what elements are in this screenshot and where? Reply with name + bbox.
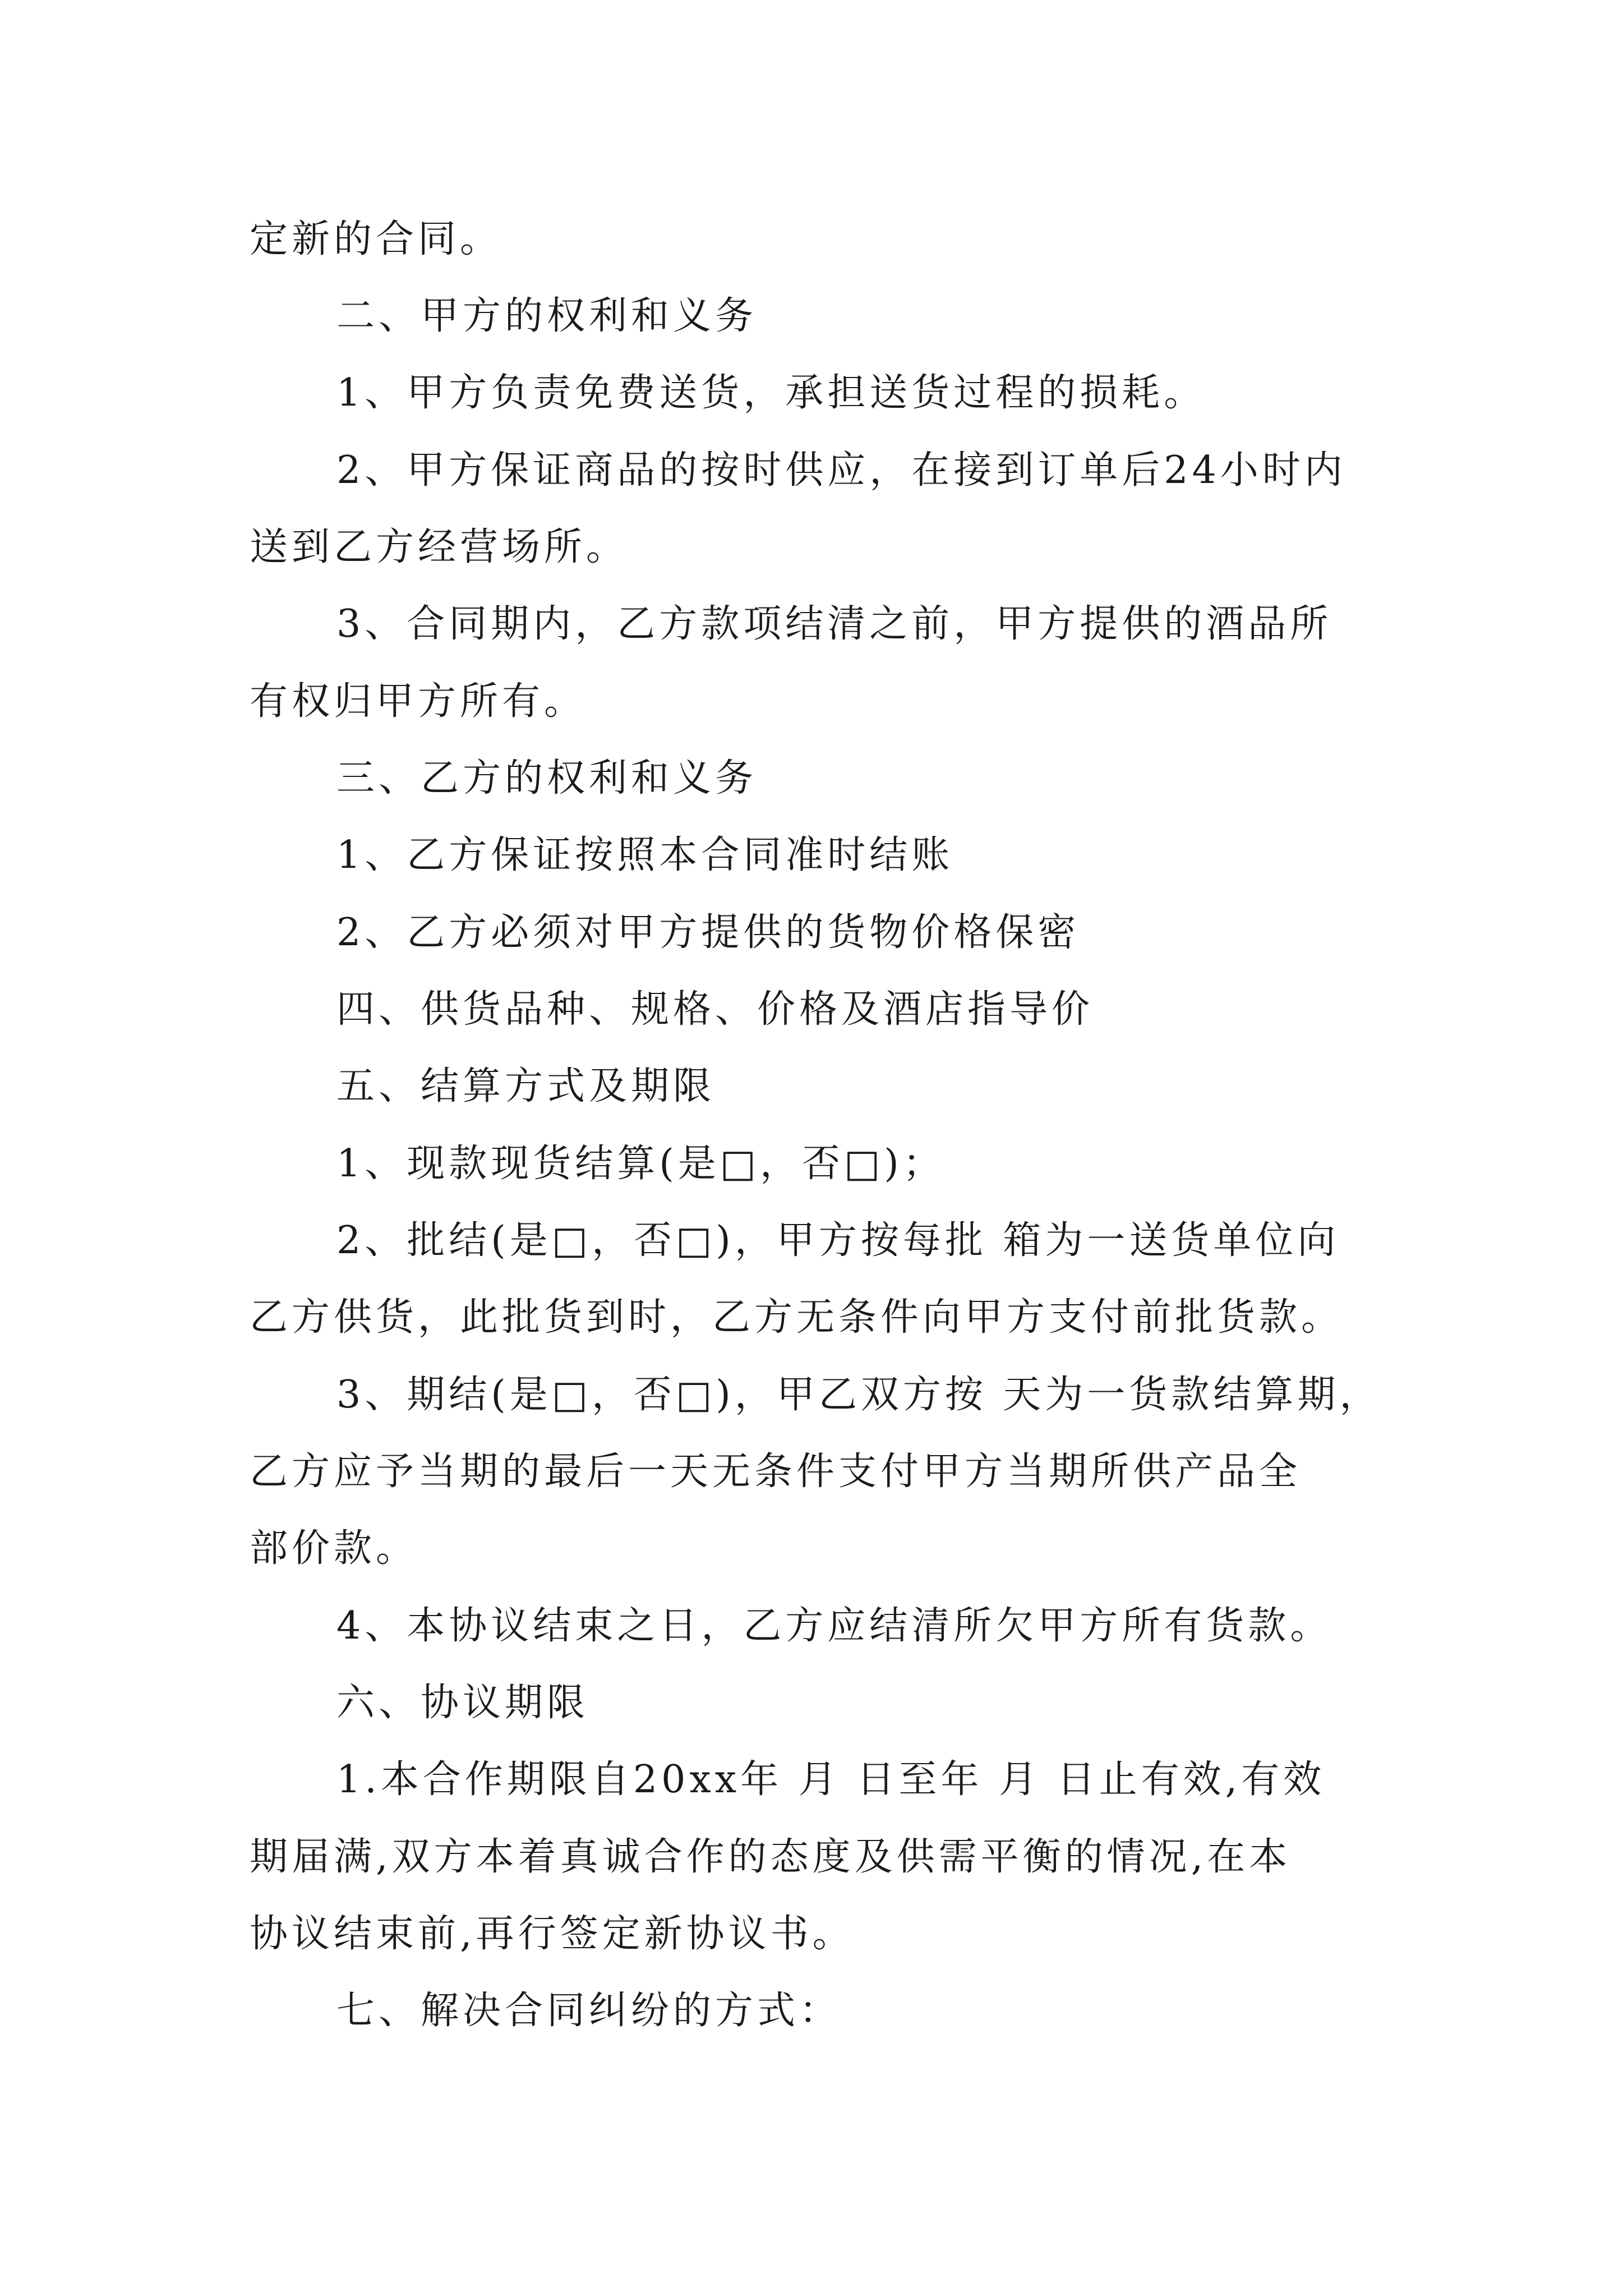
paragraph-line: 3、期结(是□，否□)，甲乙双方按 天为一货款结算期， <box>336 1373 1382 1417</box>
paragraph-line: 乙方应予当期的最后一天无条件支付甲方当期所供产品全 <box>250 1450 1302 1494</box>
section-heading: 四、供货品种、规格、价格及酒店指导价 <box>336 987 1094 1032</box>
paragraph-line: 1、现款现货结算(是□，否□)； <box>336 1142 945 1186</box>
paragraph-line: 1、甲方负责免费送货，承担送货过程的损耗。 <box>336 371 1206 415</box>
paragraph-line: 送到乙方经营场所。 <box>250 525 629 569</box>
paragraph-line: 4、本协议结束之日，乙方应结清所欠甲方所有货款。 <box>336 1604 1332 1648</box>
section-heading: 六、协议期限 <box>336 1681 589 1725</box>
section-heading: 五、结算方式及期限 <box>336 1064 716 1108</box>
paragraph-line: 期届满,双方本着真诚合作的态度及供需平衡的情况,在本 <box>250 1835 1292 1879</box>
paragraph-line: 1、乙方保证按照本合同准时结账 <box>336 833 954 877</box>
paragraph-line: 有权归甲方所有。 <box>250 679 587 724</box>
paragraph-line: 3、合同期内，乙方款项结清之前，甲方提供的酒品所 <box>336 602 1332 646</box>
paragraph-line: 1.本合作期限自20xx年 月 日至年 月 日止有效,有效 <box>336 1757 1326 1802</box>
paragraph-line: 2、批结(是□，否□)，甲方按每批 箱为一送货单位向 <box>336 1218 1340 1263</box>
paragraph-line: 2、甲方保证商品的按时供应，在接到订单后24小时内 <box>336 448 1347 493</box>
paragraph-line: 部价款。 <box>250 1526 418 1571</box>
paragraph-line: 定新的合同。 <box>250 217 502 261</box>
paragraph-line: 协议结束前,再行签定新协议书。 <box>250 1912 855 1956</box>
section-heading: 三、乙方的权利和义务 <box>336 756 758 800</box>
section-heading: 二、甲方的权利和义务 <box>336 294 758 338</box>
paragraph-line: 乙方供货，此批货到时，乙方无条件向甲方支付前批货款。 <box>250 1295 1344 1340</box>
paragraph-line: 2、乙方必须对甲方提供的货物价格保密 <box>336 910 1080 955</box>
section-heading: 七、解决合同纠纷的方式： <box>336 1989 842 2033</box>
